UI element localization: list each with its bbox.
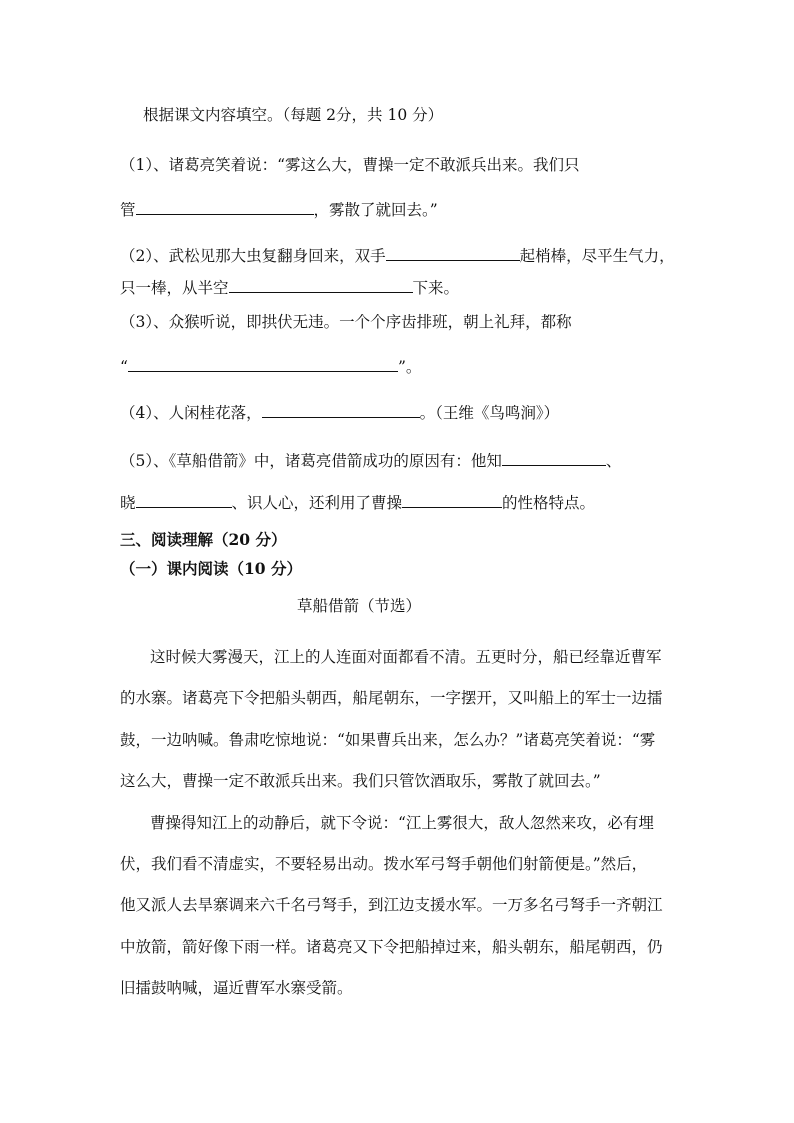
answer-blank-q3[interactable] <box>128 357 398 372</box>
answer-blank-q5c[interactable] <box>402 493 502 508</box>
answer-blank-q5b[interactable] <box>136 493 232 508</box>
passage-p2-line-4: 中放箭，箭好像下雨一样。诸葛亮又下令把船掉过来，船头朝东，船尾朝西，仍 <box>120 938 663 956</box>
question-1-suffix: ，雾散了就回去。” <box>313 201 438 219</box>
question-2b-prefix: 只一棒，从半空 <box>120 279 229 297</box>
answer-blank-q4[interactable] <box>262 403 420 418</box>
question-5b-suffix: 的性格特点。 <box>502 494 596 512</box>
passage-p2-line-2: 伏，我们看不清虚实，不要轻易出动。拨水军弓弩手朝他们射箭便是。”然后， <box>120 855 648 873</box>
passage-p1-line-1: 这时候大雾漫天，江上的人连面对面都看不清。五更时分，船已经靠近曹军 <box>150 648 662 666</box>
question-3-line-1: （3）、众猴听说，即拱伏无违。一个个序齿排班，朝上礼拜，都称 <box>120 313 572 331</box>
answer-blank-q1[interactable] <box>136 200 314 215</box>
fill-in-instructions: 根据课文内容填空。（每题 2分，共 10 分） <box>143 106 444 124</box>
question-1-line-2 <box>120 200 438 219</box>
question-2-line-2 <box>120 278 459 297</box>
question-5-line-1 <box>120 451 621 470</box>
passage-p2-line-5: 旧擂鼓呐喊，逼近曹军水寨受箭。 <box>120 979 353 997</box>
question-5-suffix: 、 <box>605 452 622 470</box>
answer-blank-q5a[interactable] <box>502 451 606 466</box>
question-4-prefix: （4）、人闲桂花落， <box>120 404 262 422</box>
question-2-prefix: （2）、武松见那大虫复翻身回来，双手 <box>120 247 386 265</box>
question-5b-prefix: 晓 <box>120 494 136 512</box>
reading-section-title: 三、阅读理解（20 分） <box>120 530 287 549</box>
question-3-line-2 <box>120 357 421 376</box>
question-1-line-1: （1）、诸葛亮笑着说：“雾这么大，曹操一定不敢派兵出来。我们只 <box>120 156 580 174</box>
question-4-suffix: 。（王维《鸟鸣涧》） <box>419 404 560 422</box>
question-2-line-1 <box>120 246 675 265</box>
answer-blank-q2b[interactable] <box>229 278 413 293</box>
question-2-suffix: 起梢棒，尽平生气力， <box>519 247 675 265</box>
question-5-prefix: （5）、《草船借箭》中，诸葛亮借箭成功的原因有：他知 <box>120 452 502 470</box>
question-5b-middle: 、识人心，还利用了曹操 <box>231 494 403 512</box>
question-3-close-quote: ”。 <box>397 358 422 376</box>
reading-subsection-title: （一）课内阅读（10 分） <box>120 559 302 578</box>
question-1-prefix: 管 <box>120 201 136 219</box>
question-2b-suffix: 下来。 <box>412 279 460 297</box>
question-5-line-2 <box>120 493 595 512</box>
passage-p1-line-4: 这么大，曹操一定不敢派兵出来。我们只管饮酒取乐，雾散了就回去。” <box>120 772 601 790</box>
answer-blank-q2a[interactable] <box>386 246 520 261</box>
passage-title: 草船借箭（节选） <box>297 597 422 615</box>
passage-p1-line-3: 鼓，一边呐喊。鲁肃吃惊地说：“如果曹兵出来，怎么办？”诸葛亮笑着说：“雾 <box>120 731 656 749</box>
question-4-line <box>120 403 559 422</box>
passage-p2-line-3: 他又派人去旱寨调来六千名弓弩手，到江边支援水军。一万多名弓弩手一齐朝江 <box>120 896 663 914</box>
question-3-open-quote: “ <box>120 358 128 376</box>
passage-p1-line-2: 的水寨。诸葛亮下令把船头朝西，船尾朝东，一字摆开，又叫船上的军士一边擂 <box>120 689 663 707</box>
passage-p2-line-1: 曹操得知江上的动静后，就下令说：“江上雾很大，敌人忽然来攻，必有埋 <box>150 814 654 832</box>
